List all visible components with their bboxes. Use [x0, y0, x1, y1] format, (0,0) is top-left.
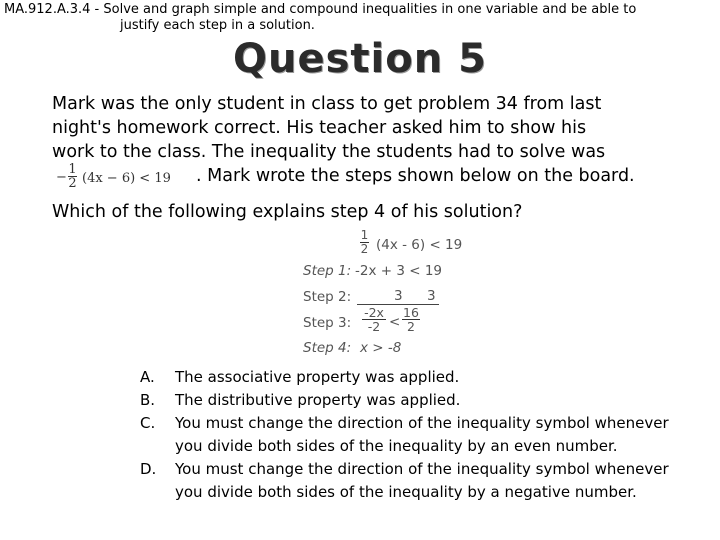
- step-2-left: 3: [394, 288, 403, 304]
- choice-c[interactable]: [140, 412, 695, 458]
- step-3-label: Step 3:: [303, 315, 352, 331]
- answer-choices: [140, 366, 695, 504]
- choice-a[interactable]: [140, 366, 695, 389]
- problem-line-3: work to the class. The inequality the students had to solve was: [52, 142, 606, 162]
- step-4-label: Step 4:: [303, 340, 352, 356]
- inline-ineq-fraction: [68, 164, 77, 189]
- given-body: (4x - 6) < 19: [376, 237, 463, 253]
- choice-letter: C.: [140, 414, 156, 432]
- inline-ineq-body: (4x − 6) < 19: [82, 171, 171, 186]
- standard-text: [4, 2, 636, 34]
- standard-line-1: MA.912.A.3.4 - Solve and graph simple and compound inequalities in one variable and be able to: [4, 2, 637, 17]
- question-title: Question 5: [233, 36, 487, 82]
- problem-line-2: night's homework correct. His teacher asked him to show his: [52, 118, 587, 138]
- given-num: 1: [360, 228, 369, 242]
- inline-inequality: [56, 164, 194, 192]
- step-1-expr: -2x + 3 < 19: [355, 263, 443, 279]
- choice-text: The associative property was applied.: [175, 368, 460, 386]
- step-2-right: 3: [427, 288, 436, 304]
- inline-ineq-den: 2: [68, 176, 77, 191]
- step-3-lden: -2: [367, 319, 381, 334]
- problem-line-4: . Mark wrote the steps shown below on the board.: [196, 166, 635, 186]
- choice-letter: D.: [140, 460, 157, 478]
- standard-line-2: justify each step in a solution.: [120, 18, 315, 33]
- choice-letter: A.: [140, 368, 155, 386]
- choice-text: You must change the direction of the inequality symbol whenever you divide both sides of the inequality by an even number.: [175, 414, 669, 455]
- step-2-label: Step 2:: [303, 289, 352, 305]
- choice-letter: B.: [140, 391, 156, 409]
- inline-ineq-neg: −: [56, 170, 67, 185]
- choice-text: You must change the direction of the inequality symbol whenever you divide both sides of the inequality by a negative number.: [175, 460, 669, 501]
- choice-b[interactable]: [140, 389, 695, 412]
- problem-line-1: Mark was the only student in class to get problem 34 from last: [52, 94, 602, 114]
- given-fraction: [360, 230, 369, 255]
- step-3-rel: <: [389, 314, 401, 330]
- step-3-rden: 2: [407, 319, 415, 334]
- step-4-expr: x > -8: [360, 340, 402, 356]
- step-1-label: Step 1:: [303, 263, 352, 279]
- step-3-rnum: 16: [403, 305, 419, 320]
- choice-text: The distributive property was applied.: [175, 391, 461, 409]
- step-3-right-fraction: [402, 307, 420, 332]
- step-3-left-fraction: [362, 307, 386, 332]
- choice-d[interactable]: [140, 458, 695, 504]
- step-3-lnum: -2x: [364, 305, 384, 320]
- inline-ineq-num: 1: [68, 162, 77, 177]
- question-prompt: Which of the following explains step 4 of his solution?: [52, 202, 523, 222]
- given-den: 2: [360, 242, 369, 256]
